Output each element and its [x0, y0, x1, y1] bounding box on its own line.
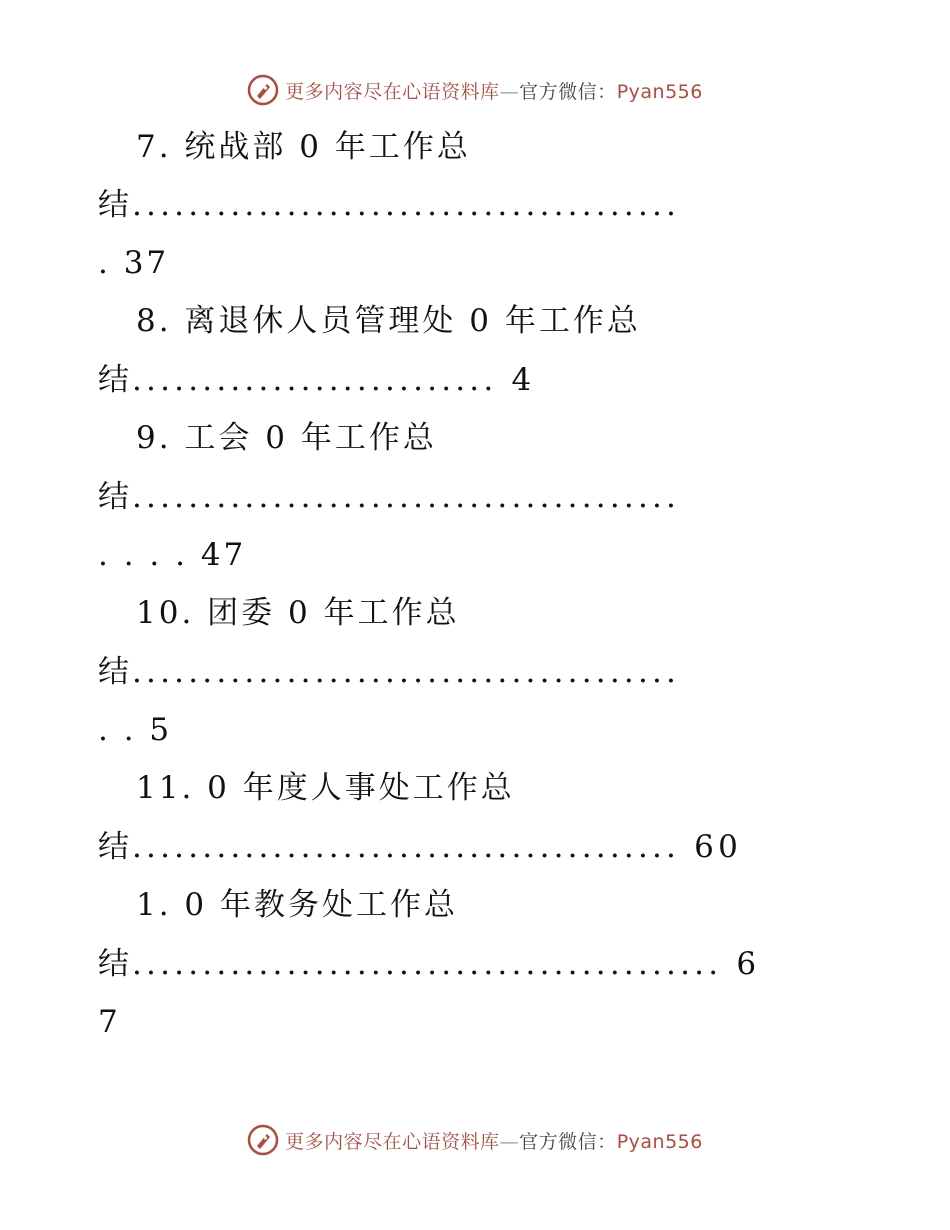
banner-wechat-id: Pyan556	[616, 80, 703, 103]
toc-entry-heading: 1. 0 年教务处工作总	[136, 887, 459, 923]
banner-separator: —	[499, 1130, 520, 1153]
footer-banner	[0, 1120, 950, 1160]
toc-entry-dots: .......................................	[132, 654, 681, 690]
toc-entry-page: . . 5	[98, 712, 173, 748]
toc-entry-heading: 11. 0 年度人事处工作总	[136, 770, 515, 806]
banner-wechat-id: Pyan556	[616, 1130, 703, 1153]
toc-entry-tail: 结	[98, 946, 132, 982]
banner-brand: 更多内容尽在心语资料库	[285, 80, 500, 103]
toc-entry-leader-line	[98, 827, 742, 867]
toc-entry-page: 7	[98, 1004, 121, 1040]
toc-entry-dots: .......................................... 6	[132, 946, 761, 982]
banner-brand: 更多内容尽在心语资料库	[285, 1130, 500, 1153]
toc-entry-tail: 结	[98, 362, 132, 398]
toc-entry-dots: .......................................	[132, 479, 681, 515]
pen-nib-logo-icon	[247, 1124, 279, 1156]
toc-entry-page: . . . . 47	[98, 537, 247, 573]
banner-wechat-label: 官方微信：	[519, 80, 617, 103]
toc-entry-dots: .......................... 4	[132, 362, 536, 398]
banner-text	[285, 1127, 703, 1154]
toc-entry-dots: ....................................... 60	[132, 829, 743, 865]
toc-entry-page: . 37	[98, 245, 170, 281]
toc-entry-leader-line	[98, 360, 535, 400]
toc-entry-tail: 结	[98, 187, 132, 223]
toc-entry-leader-line	[98, 944, 760, 984]
banner-text	[285, 77, 703, 104]
toc-entry-heading: 7. 统战部 0 年工作总	[136, 129, 471, 165]
pen-nib-logo-icon	[247, 74, 279, 106]
toc-entry-dots: .......................................	[132, 187, 681, 223]
toc-entry-leader-line	[98, 477, 680, 517]
header-banner	[0, 70, 950, 110]
toc-entry-tail: 结	[98, 829, 132, 865]
toc-entry-tail: 结	[98, 654, 132, 690]
toc-entry-leader-line	[98, 185, 680, 225]
toc-entry-leader-line	[98, 652, 680, 692]
toc-entry-heading: 9. 工会 0 年工作总	[136, 420, 437, 456]
toc-entry-heading: 8. 离退休人员管理处 0 年工作总	[136, 303, 641, 339]
banner-separator: —	[499, 80, 520, 103]
toc-entry-tail: 结	[98, 479, 132, 515]
banner-wechat-label: 官方微信：	[519, 1130, 617, 1153]
toc-entry-heading: 10. 团委 0 年工作总	[136, 595, 460, 631]
